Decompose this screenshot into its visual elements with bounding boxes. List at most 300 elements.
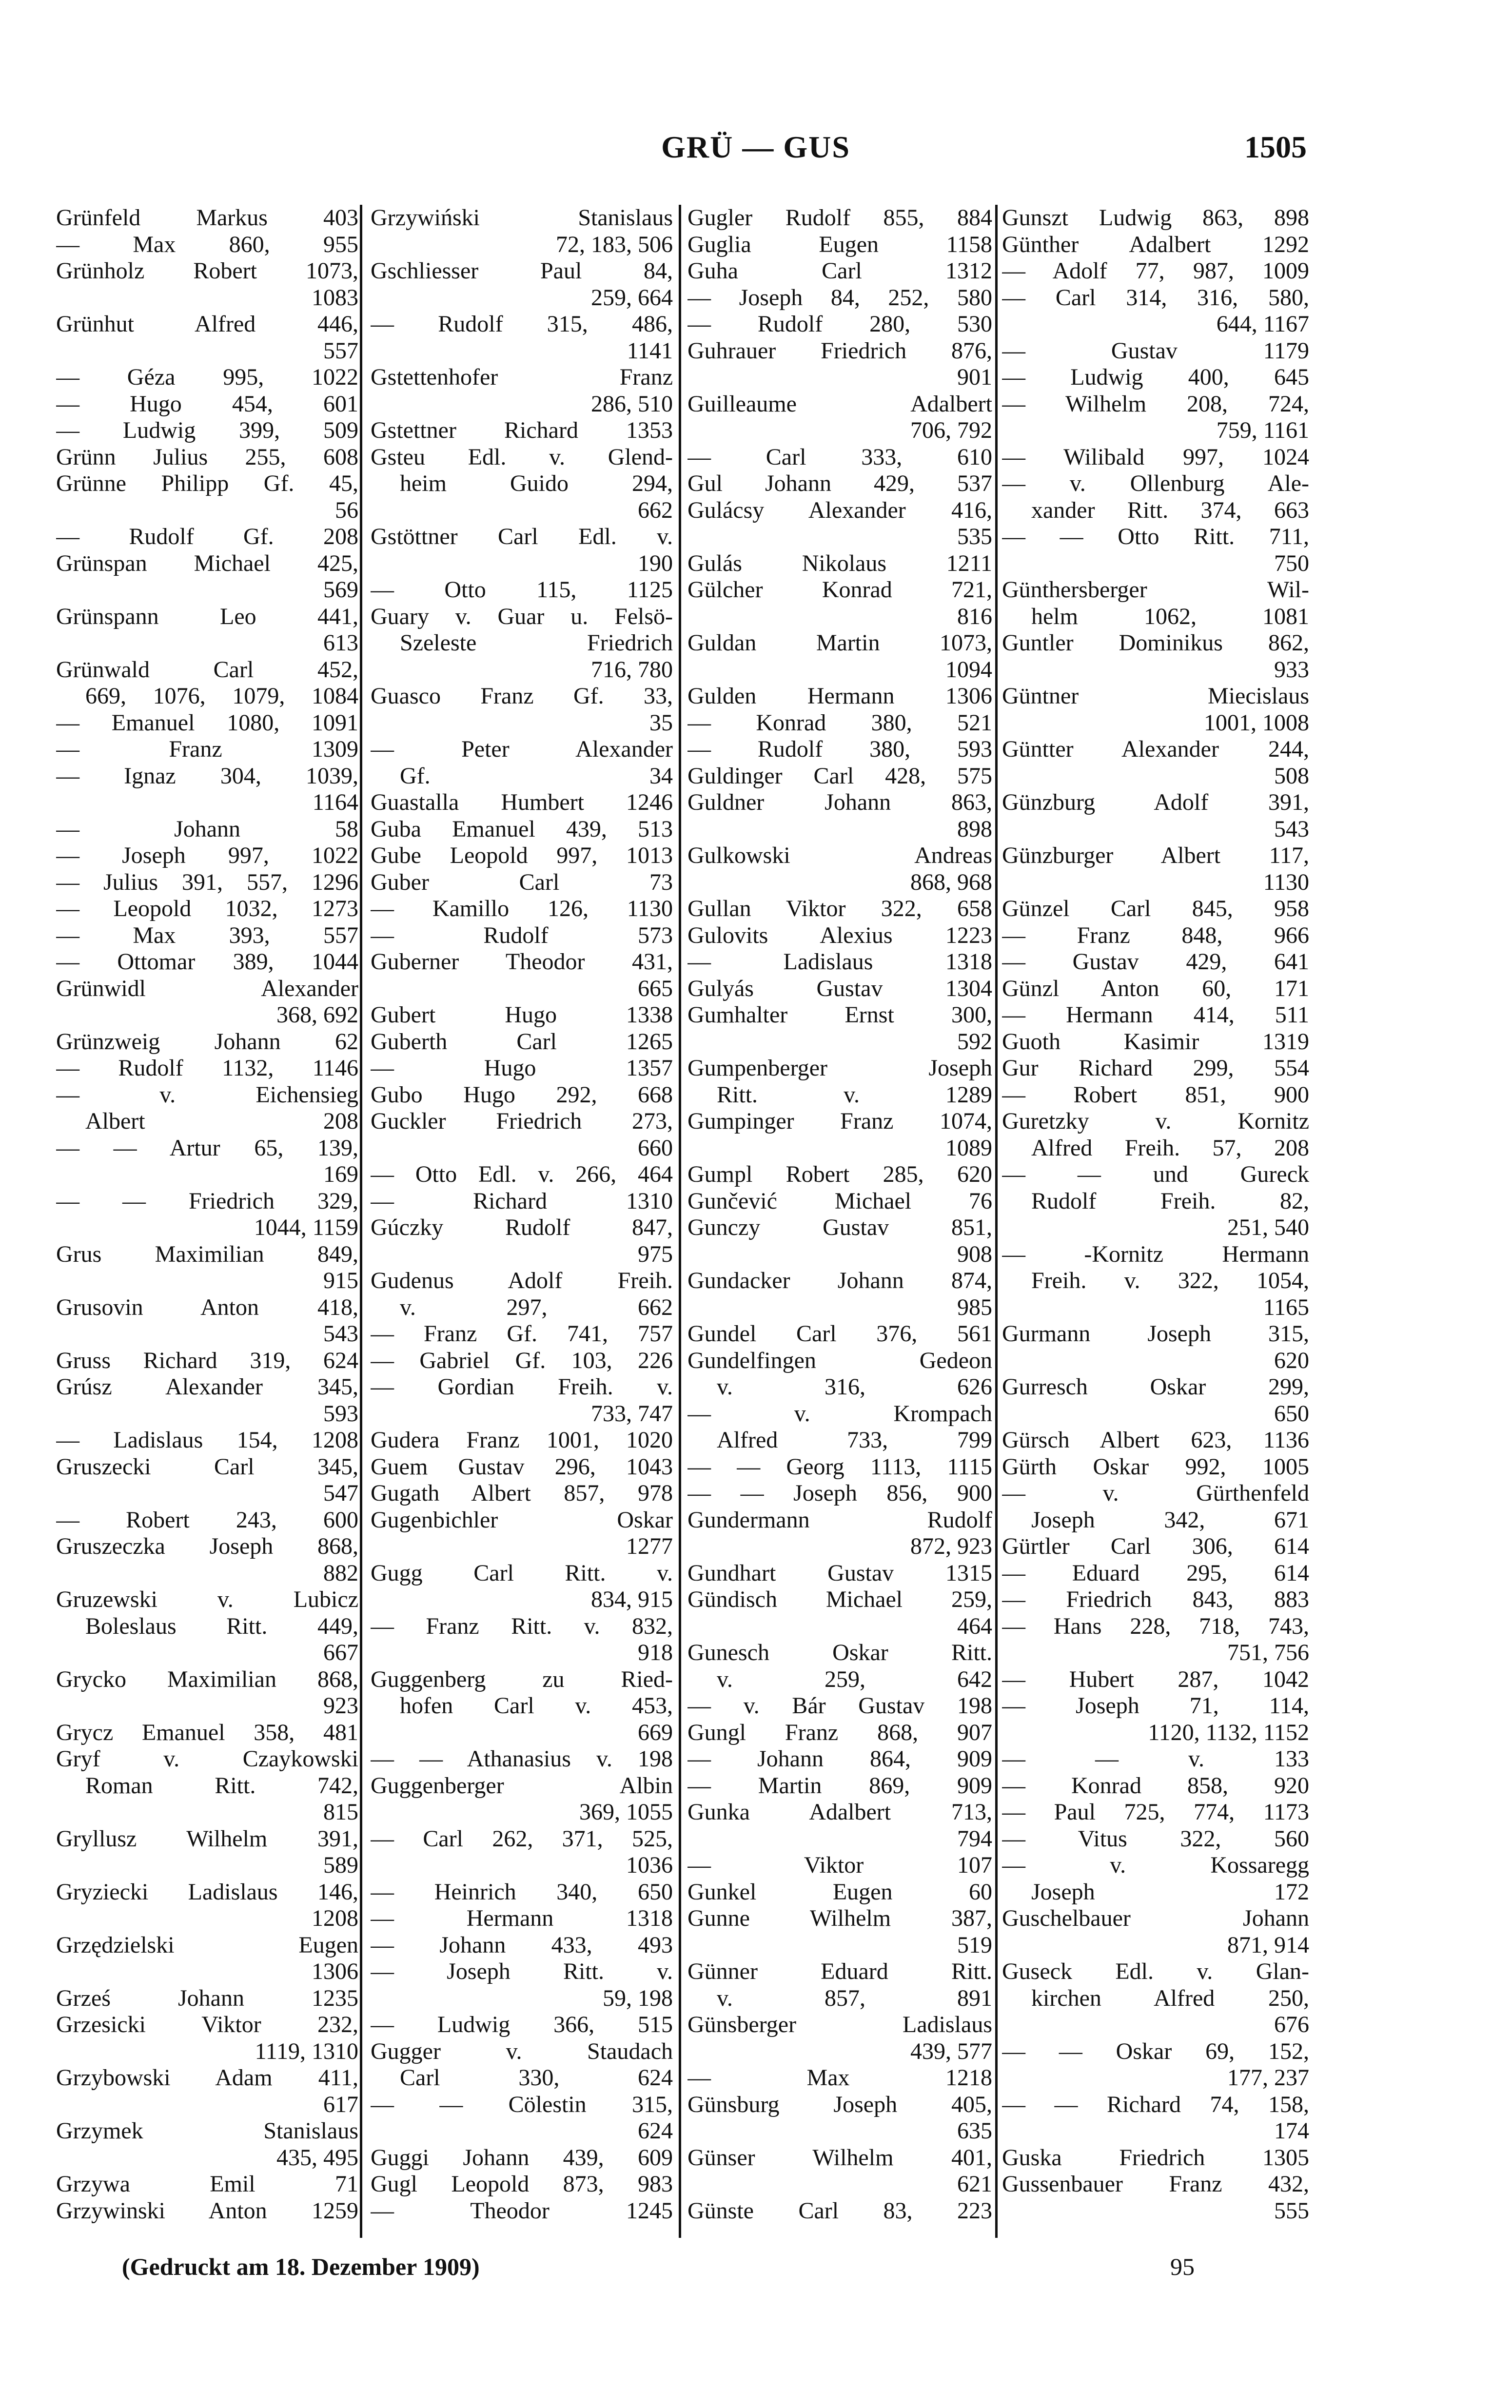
entry-line: Günther Adalbert 1292	[1002, 231, 1309, 257]
entry-line: — — v. 133	[1002, 1746, 1309, 1772]
entry-line: 1083	[312, 284, 358, 311]
entry-line: 1036	[626, 1852, 673, 1878]
entry-line: Gruszecki Carl 345,	[56, 1453, 358, 1480]
entry-line: v. 316, 626	[717, 1374, 992, 1400]
entry-line: 613	[323, 630, 358, 656]
entry-line: Günzl Anton 60, 171	[1002, 975, 1309, 1001]
entry-line: Gryllusz Wilhelm 391,	[56, 1825, 358, 1852]
entry-line: Guggenberg zu Ried-	[371, 1666, 673, 1692]
entry-line: 593	[323, 1400, 358, 1427]
entry-line: 923	[323, 1693, 358, 1719]
entry-line: 624	[638, 2118, 673, 2144]
entry-line: 1164	[312, 789, 358, 815]
entry-line: Guretzky v. Kornitz	[1002, 1108, 1309, 1134]
entry-line: — Franz 1309	[56, 736, 358, 762]
entry-column-2	[371, 205, 673, 2233]
entry-line: Gunesch Oskar Ritt.	[687, 1640, 992, 1665]
entry-line: Guasco Franz Gf. 33,	[371, 683, 673, 709]
entry-line: — Joseph 71, 114,	[1002, 1693, 1309, 1719]
entry-line: Gulácsy Alexander 416,	[687, 497, 992, 523]
entry-line: Freih. v. 322, 1054,	[1031, 1268, 1309, 1293]
entry-line: 1306	[312, 1958, 358, 1984]
entry-line: — Franz 848, 966	[1002, 922, 1309, 948]
entry-line: Gruzewski v. Lubicz	[56, 1586, 358, 1612]
entry-line: Gur Richard 299, 554	[1002, 1055, 1309, 1081]
entry-line: — Adolf 77, 987, 1009	[1002, 258, 1309, 284]
entry-line: Gryziecki Ladislaus 146,	[56, 1879, 358, 1905]
entry-line: 547	[323, 1480, 358, 1506]
entry-line: Gunczy Gustav 851,	[687, 1214, 992, 1240]
entry-line: Günste Carl 83, 223	[687, 2197, 992, 2224]
entry-line: Gürtler Carl 306, 614	[1002, 1533, 1309, 1559]
entry-line: Guber Carl 73	[371, 869, 673, 895]
entry-line: Grzybowski Adam 411,	[56, 2065, 358, 2091]
entry-line: 662	[638, 497, 673, 523]
entry-line: Gugg Carl Ritt. v.	[371, 1560, 673, 1586]
entry-line: Grünwald Carl 452,	[56, 656, 358, 683]
entry-line: Gurresch Oskar 299,	[1002, 1374, 1309, 1400]
entry-line: — Carl 333, 610	[687, 444, 992, 470]
entry-line: — Ignaz 304, 1039,	[56, 763, 358, 789]
entry-line: Grzesicki Viktor 232,	[56, 2012, 358, 2037]
entry-line: Guary v. Guar u. Felsö-	[371, 603, 673, 629]
entry-line: Günzburg Adolf 391,	[1002, 789, 1309, 815]
entry-line: — Joseph 997, 1022	[56, 842, 358, 868]
entry-line: Gumpl Robert 285, 620	[687, 1161, 992, 1187]
entry-line: — v. Gürthenfeld	[1002, 1480, 1309, 1506]
entry-line: 1094	[945, 656, 992, 683]
entry-line: Gruszeczka Joseph 868,	[56, 1533, 358, 1559]
entry-line: — Gordian Freih. v.	[371, 1374, 673, 1400]
entry-line: — Viktor 107	[687, 1852, 992, 1878]
entry-line: Grünzweig Johann 62	[56, 1028, 358, 1055]
entry-line: 751, 756	[1227, 1640, 1309, 1665]
entry-line: 555	[1274, 2197, 1309, 2224]
entry-line: 716, 780	[591, 656, 673, 683]
entry-line: 1044, 1159	[254, 1214, 358, 1240]
entry-line: 1130	[1263, 869, 1309, 895]
entry-line: 169	[323, 1161, 358, 1187]
entry-line: Gugger v. Staudach	[371, 2038, 673, 2064]
entry-line: Guckler Friedrich 273,	[371, 1108, 673, 1134]
entry-line: Gurmann Joseph 315,	[1002, 1321, 1309, 1347]
entry-line: 660	[638, 1135, 673, 1161]
entry-line: Albert 208	[85, 1108, 358, 1134]
entry-line: 35	[649, 709, 673, 736]
entry-line: Gürth Oskar 992, 1005	[1002, 1453, 1309, 1480]
entry-line: Joseph 342, 671	[1031, 1507, 1309, 1533]
entry-line: — -Kornitz Hermann	[1002, 1241, 1309, 1267]
entry-line: 815	[323, 1799, 358, 1825]
entry-line: — Richard 1310	[371, 1188, 673, 1214]
entry-line: — — Richard 74, 158,	[1002, 2091, 1309, 2117]
entry-line: Grünholz Robert 1073,	[56, 258, 358, 284]
entry-line: — Vitus 322, 560	[1002, 1825, 1309, 1852]
entry-line: — Hermann 414, 511	[1002, 1002, 1309, 1028]
entry-line: 56	[335, 497, 358, 523]
entry-line: — Otto 115, 1125	[371, 577, 673, 603]
entry-line: — v. Krompach	[687, 1400, 992, 1427]
entry-line: — Ladislaus 1318	[687, 949, 992, 975]
entry-line: — — Cölestin 315,	[371, 2091, 673, 2117]
entry-line: Gundhart Gustav 1315	[687, 1560, 992, 1586]
entry-line: — Ladislaus 154, 1208	[56, 1427, 358, 1453]
entry-line: 816	[957, 603, 992, 629]
entry-line: 286, 510	[591, 391, 673, 417]
entry-line: 1089	[945, 1135, 992, 1161]
entry-line: Gundelfingen Gedeon	[687, 1347, 992, 1373]
entry-line: Szeleste Friedrich	[400, 630, 673, 656]
entry-line: Grzywa Emil 71	[56, 2171, 358, 2197]
entry-line: 933	[1274, 656, 1309, 683]
entry-line: Gumpenberger Joseph	[687, 1055, 992, 1081]
entry-line: Gumpinger Franz 1074,	[687, 1108, 992, 1134]
entry-line: 871, 914	[1227, 1932, 1309, 1958]
entry-line: v. 857, 891	[717, 1985, 992, 2011]
entry-line: Alfred Freih. 57, 208	[1031, 1135, 1309, 1161]
entry-line: — — Joseph 856, 900	[687, 1480, 992, 1506]
entry-line: Grzywinski Anton 1259	[56, 2197, 358, 2224]
entry-line: Gundel Carl 376, 561	[687, 1321, 992, 1347]
entry-line: 464	[957, 1613, 992, 1639]
entry-line: 644, 1167	[1216, 311, 1309, 337]
entry-line: Günzel Carl 845, 958	[1002, 896, 1309, 921]
entry-line: 1165	[1263, 1294, 1309, 1320]
entry-line: Günsburg Joseph 405,	[687, 2091, 992, 2117]
entry-line: — — Artur 65, 139,	[56, 1135, 358, 1161]
entry-line: Gugler Rudolf 855, 884	[687, 205, 992, 231]
entry-line: — Theodor 1245	[371, 2197, 673, 2224]
column-rule	[995, 205, 998, 2238]
print-date-note: (Gedruckt am 18. Dezember 1909)	[122, 2253, 480, 2280]
entry-line: 1141	[627, 337, 673, 364]
entry-column-4	[1002, 205, 1309, 2233]
entry-line: Gundermann Rudolf	[687, 1507, 992, 1533]
entry-line: Guldinger Carl 428, 575	[687, 763, 992, 789]
entry-line: Guba Emanuel 439, 513	[371, 816, 673, 842]
entry-line: Gryf v. Czaykowski	[56, 1746, 358, 1772]
entry-line: 508	[1274, 763, 1309, 789]
entry-line: 872, 923	[910, 1533, 992, 1559]
entry-line: Günser Wilhelm 401,	[687, 2144, 992, 2171]
entry-line: Gussenbauer Franz 432,	[1002, 2171, 1309, 2197]
entry-line: — — Friedrich 329,	[56, 1188, 358, 1214]
entry-line: Guha Carl 1312	[687, 258, 992, 284]
entry-line: 635	[957, 2118, 992, 2144]
entry-line: — Ludwig 400, 645	[1002, 364, 1309, 390]
entry-line: 733, 747	[591, 1400, 673, 1427]
entry-line: — Carl 262, 371, 525,	[371, 1825, 673, 1852]
entry-line: Grünspann Leo 441,	[56, 603, 358, 629]
entry-line: — v. Ollenburg Ale-	[1002, 470, 1309, 496]
entry-line: — — Oskar 69, 152,	[1002, 2038, 1309, 2064]
entry-line: 557	[323, 337, 358, 364]
entry-line: — Robert 851, 900	[1002, 1081, 1309, 1108]
entry-line: — Julius 391, 557, 1296	[56, 869, 358, 895]
entry-line: Guschelbauer Johann	[1002, 1905, 1309, 1931]
entry-line: heim Guido 294,	[400, 470, 673, 496]
entry-line: Gürsch Albert 623, 1136	[1002, 1427, 1309, 1453]
entry-line: 901	[957, 364, 992, 390]
entry-column-1	[56, 205, 358, 2233]
entry-line: — Wilibald 997, 1024	[1002, 444, 1309, 470]
entry-line: 868, 968	[910, 869, 992, 895]
entry-line: 439, 577	[910, 2038, 992, 2064]
entry-line: Boleslaus Ritt. 449,	[85, 1613, 358, 1639]
entry-line: 665	[638, 975, 673, 1001]
entry-line: Grzywiński Stanislaus	[371, 205, 673, 231]
entry-line: Günsberger Ladislaus	[687, 2012, 992, 2037]
entry-line: Gstettenhofer Franz	[371, 364, 673, 390]
entry-line: helm 1062, 1081	[1031, 603, 1309, 629]
entry-line: Ritt. v. 1289	[717, 1081, 992, 1108]
entry-column-3	[687, 205, 992, 2233]
entry-line: — Johann 58	[56, 816, 358, 842]
entry-line: Gudenus Adolf Freih.	[371, 1268, 673, 1293]
entry-line: 898	[957, 816, 992, 842]
entry-line: Gubert Hugo 1338	[371, 1002, 673, 1028]
entry-line: — Otto Edl. v. 266, 464	[371, 1161, 673, 1187]
entry-line: Guastalla Humbert 1246	[371, 789, 673, 815]
entry-line: — Ottomar 389, 1044	[56, 949, 358, 975]
entry-line: 59, 198	[603, 1985, 673, 2011]
entry-line: 706, 792	[910, 417, 992, 443]
entry-line: Gstöttner Carl Edl. v.	[371, 524, 673, 549]
entry-line: Gungl Franz 868, 907	[687, 1719, 992, 1745]
entry-line: Gunszt Ludwig 863, 898	[1002, 205, 1309, 231]
entry-line: — Ludwig 399, 509	[56, 417, 358, 443]
entry-line: 676	[1274, 2012, 1309, 2037]
entry-line: Gsteu Edl. v. Glend-	[371, 444, 673, 470]
entry-line: kirchen Alfred 250,	[1031, 1985, 1309, 2011]
entry-line: Guhrauer Friedrich 876,	[687, 337, 992, 364]
entry-line: Gundacker Johann 874,	[687, 1268, 992, 1293]
entry-line: 1208	[312, 1905, 358, 1931]
entry-line: Gúczky Rudolf 847,	[371, 1214, 673, 1240]
entry-line: 620	[1274, 1347, 1309, 1373]
entry-line: — Rudolf 280, 530	[687, 311, 992, 337]
entry-line: Grus Maximilian 849,	[56, 1241, 358, 1267]
entry-line: — Gustav 429, 641	[1002, 949, 1309, 975]
entry-line: — Peter Alexander	[371, 736, 673, 762]
entry-line: Gunne Wilhelm 387,	[687, 1905, 992, 1931]
entry-line: — Johann 864, 909	[687, 1746, 992, 1772]
entry-line: 650	[1274, 1400, 1309, 1427]
entry-line: 908	[957, 1241, 992, 1267]
entry-line: Gul Johann 429, 537	[687, 470, 992, 496]
entry-line: Guldner Johann 863,	[687, 789, 992, 815]
entry-line: — Heinrich 340, 650	[371, 1879, 673, 1905]
entry-line: — Rudolf 1132, 1146	[56, 1055, 358, 1081]
entry-line: — Hans 228, 718, 743,	[1002, 1613, 1309, 1639]
entry-line: — Robert 243, 600	[56, 1507, 358, 1533]
entry-line: — Rudolf 573	[371, 922, 673, 948]
entry-line: Güntter Alexander 244,	[1002, 736, 1309, 762]
entry-line: Gunka Adalbert 713,	[687, 1799, 992, 1825]
entry-line: — Rudolf Gf. 208	[56, 524, 358, 549]
entry-line: 975	[638, 1241, 673, 1267]
entry-line: Günzburger Albert 117,	[1002, 842, 1309, 868]
entry-line: Guglia Eugen 1158	[687, 231, 992, 257]
entry-line: — Max 1218	[687, 2065, 992, 2091]
entry-line: 1119, 1310	[255, 2038, 358, 2064]
entry-line: 669, 1076, 1079, 1084	[85, 683, 358, 709]
entry-line: Gf. 34	[400, 763, 673, 789]
entry-line: Gulyás Gustav 1304	[687, 975, 992, 1001]
entry-line: — Hugo 1357	[371, 1055, 673, 1081]
entry-line: 72, 183, 506	[556, 231, 673, 257]
entry-line: — Johann 433, 493	[371, 1932, 673, 1958]
entry-line: 834, 915	[591, 1586, 673, 1612]
entry-line: Guldan Martin 1073,	[687, 630, 992, 656]
entry-line: xander Ritt. 374, 663	[1031, 497, 1309, 523]
entry-line: — Franz Gf. 741, 757	[371, 1321, 673, 1347]
entry-line: 759, 1161	[1216, 417, 1309, 443]
entry-line: Gruss Richard 319, 624	[56, 1347, 358, 1373]
entry-line: Grünn Julius 255, 608	[56, 444, 358, 470]
entry-line: 251, 540	[1227, 1214, 1309, 1240]
entry-line: Gunčević Michael 76	[687, 1188, 992, 1214]
entry-line: Grúsz Alexander 345,	[56, 1374, 358, 1400]
entry-line: 174	[1274, 2118, 1309, 2144]
entry-line: — Gustav 1179	[1002, 337, 1309, 364]
entry-line: — — Otto Ritt. 711,	[1002, 524, 1309, 549]
page-number: 1505	[1244, 130, 1307, 164]
entry-line: 667	[323, 1640, 358, 1665]
entry-line: Gschliesser Paul 84,	[371, 258, 673, 284]
running-header-title: GRÜ — GUS	[661, 130, 850, 164]
entry-line: Grünwidl Alexander	[56, 975, 358, 1001]
entry-line: Gunkel Eugen 60	[687, 1879, 992, 1905]
entry-line: — Hermann 1318	[371, 1905, 673, 1931]
entry-line: Guntler Dominikus 862,	[1002, 630, 1309, 656]
entry-line: 794	[957, 1825, 992, 1852]
entry-line: — — Athanasius v. 198	[371, 1746, 673, 1772]
entry-line: Gube Leopold 997, 1013	[371, 842, 673, 868]
entry-line: — Géza 995, 1022	[56, 364, 358, 390]
entry-line: — Ludwig 366, 515	[371, 2012, 673, 2037]
entry-line: — — Georg 1113, 1115	[687, 1453, 992, 1480]
column-rule	[360, 205, 362, 2238]
entry-line: — Carl 314, 316, 580,	[1002, 284, 1309, 311]
entry-line: Grünne Philipp Gf. 45,	[56, 470, 358, 496]
entry-line: Grünfeld Markus 403	[56, 205, 358, 231]
entry-line: Grünspan Michael 425,	[56, 550, 358, 576]
entry-line: 543	[323, 1321, 358, 1347]
entry-line: 259, 664	[591, 284, 673, 311]
entry-line: — Franz Ritt. v. 832,	[371, 1613, 673, 1639]
entry-line: Grycz Emanuel 358, 481	[56, 1719, 358, 1745]
entry-line: 918	[638, 1640, 673, 1665]
entry-line: — Hubert 287, 1042	[1002, 1666, 1309, 1692]
entry-line: — — und Gureck	[1002, 1161, 1309, 1187]
entry-line: 177, 237	[1227, 2065, 1309, 2091]
entry-line: — Max 393, 557	[56, 922, 358, 948]
entry-line: Güntner Miecislaus	[1002, 683, 1309, 709]
entry-line: Gulden Hermann 1306	[687, 683, 992, 709]
entry-line: Gullan Viktor 322, 658	[687, 896, 992, 921]
entry-line: Grześ Johann 1235	[56, 1985, 358, 2011]
entry-line: — Joseph Ritt. v.	[371, 1958, 673, 1984]
entry-line: Guberth Carl 1265	[371, 1028, 673, 1055]
entry-line: — Leopold 1032, 1273	[56, 896, 358, 921]
entry-line: 669	[638, 1719, 673, 1745]
entry-line: Gulovits Alexius 1223	[687, 922, 992, 948]
entry-line: — Gabriel Gf. 103, 226	[371, 1347, 673, 1373]
entry-line: — Eduard 295, 614	[1002, 1560, 1309, 1586]
entry-line: Rudolf Freih. 82,	[1031, 1188, 1309, 1214]
entry-line: — Rudolf 380, 593	[687, 736, 992, 762]
entry-line: 915	[323, 1268, 358, 1293]
entry-line: 589	[323, 1852, 358, 1878]
entry-line: Gugath Albert 857, 978	[371, 1480, 673, 1506]
entry-line: — Martin 869, 909	[687, 1772, 992, 1799]
entry-line: — Konrad 858, 920	[1002, 1772, 1309, 1799]
entry-line: v. 297, 662	[400, 1294, 673, 1320]
entry-line: — Konrad 380, 521	[687, 709, 992, 736]
entry-line: Grusovin Anton 418,	[56, 1294, 358, 1320]
entry-line: Günner Eduard Ritt.	[687, 1958, 992, 1984]
entry-line: 368, 692	[276, 1002, 358, 1028]
entry-line: — Max 860, 955	[56, 231, 358, 257]
entry-line: Joseph 172	[1031, 1879, 1309, 1905]
entry-line: 1001, 1008	[1204, 709, 1309, 736]
entry-line: — Friedrich 843, 883	[1002, 1586, 1309, 1612]
entry-line: 985	[957, 1294, 992, 1320]
entry-line: Günthersberger Wil-	[1002, 577, 1309, 603]
entry-line: Gugl Leopold 873, 983	[371, 2171, 673, 2197]
entry-line: Guseck Edl. v. Glan-	[1002, 1958, 1309, 1984]
entry-line: 535	[957, 524, 992, 549]
entry-line: — Rudolf 315, 486,	[371, 311, 673, 337]
entry-line: Guggi Johann 439, 609	[371, 2144, 673, 2171]
entry-line: Gülcher Konrad 721,	[687, 577, 992, 603]
entry-line: — Wilhelm 208, 724,	[1002, 391, 1309, 417]
entry-line: 435, 495	[276, 2144, 358, 2171]
entry-line: 1120, 1132, 1152	[1148, 1719, 1309, 1745]
entry-line: Guilleaume Adalbert	[687, 391, 992, 417]
entry-line: — Paul 725, 774, 1173	[1002, 1799, 1309, 1825]
entry-line: Gulás Nikolaus 1211	[687, 550, 992, 576]
entry-line: — v. Bár Gustav 198	[687, 1693, 992, 1719]
entry-line: Alfred 733, 799	[717, 1427, 992, 1453]
entry-line: v. 259, 642	[717, 1666, 992, 1692]
entry-line: 750	[1274, 550, 1309, 576]
entry-line: 1277	[626, 1533, 673, 1559]
entry-line: Carl 330, 624	[400, 2065, 673, 2091]
entry-line: Gudera Franz 1001, 1020	[371, 1427, 673, 1453]
entry-line: Gubo Hugo 292, 668	[371, 1081, 673, 1108]
entry-line: Gstettner Richard 1353	[371, 417, 673, 443]
entry-line: Gugenbichler Oskar	[371, 1507, 673, 1533]
entry-line: — Kamillo 126, 1130	[371, 896, 673, 921]
entry-line: Guberner Theodor 431,	[371, 949, 673, 975]
column-rule	[679, 205, 681, 2238]
entry-line: — Emanuel 1080, 1091	[56, 709, 358, 736]
sheet-number: 95	[1170, 2253, 1195, 2280]
entry-line: Grzędzielski Eugen	[56, 1932, 358, 1958]
entry-line: Guggenberger Albin	[371, 1772, 673, 1799]
entry-line: Grünhut Alfred 446,	[56, 311, 358, 337]
entry-line: 592	[957, 1028, 992, 1055]
entry-line: 621	[957, 2171, 992, 2197]
entry-line: 882	[323, 1560, 358, 1586]
entry-line: 569	[323, 577, 358, 603]
entry-line: — v. Eichensieg	[56, 1081, 358, 1108]
entry-line: Guska Friedrich 1305	[1002, 2144, 1309, 2171]
entry-line: — v. Kossaregg	[1002, 1852, 1309, 1878]
entry-line: — Hugo 454, 601	[56, 391, 358, 417]
